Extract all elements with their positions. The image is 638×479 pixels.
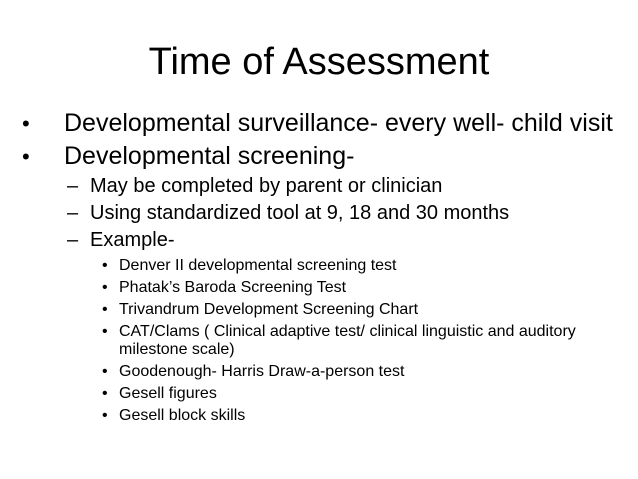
list-item: [22, 201, 622, 226]
list-item-text: Gesell figures: [119, 385, 217, 402]
list-item-text: CAT/Clams ( Clinical adaptive test/ clinical linguistic and auditory milestone scale): [119, 323, 576, 358]
list-item: [22, 110, 622, 137]
list-item-text: Using standardized tool at 9, 18 and 30 months: [90, 202, 510, 224]
list-item-text: Developmental screening-: [64, 142, 355, 170]
list-item-text: Denver II developmental screening test: [119, 257, 397, 274]
bullet-marker: •: [22, 111, 30, 136]
bullet-marker: •: [102, 323, 108, 340]
list-item-text: Goodenough- Harris Draw-a-person test: [119, 363, 405, 380]
list-item: [22, 363, 622, 381]
list-item: [22, 407, 622, 425]
list-item: [22, 257, 622, 275]
dash-marker: –: [67, 229, 79, 251]
list-item-text: Trivandrum Development Screening Chart: [119, 301, 419, 318]
list-item: [22, 301, 622, 319]
list-item: [22, 143, 622, 170]
list-item: [22, 228, 622, 253]
dash-marker: –: [67, 175, 79, 197]
dash-marker: –: [67, 202, 79, 224]
bullet-marker: •: [102, 279, 108, 296]
bullet-marker: •: [102, 385, 108, 402]
list-item-text: Gesell block skills: [119, 407, 246, 424]
bullet-marker: •: [102, 363, 108, 380]
list-item-text: May be completed by parent or clinician: [90, 175, 443, 197]
bullet-marker: •: [102, 301, 108, 318]
list-item-text: Example-: [90, 229, 175, 251]
bullet-list: [22, 110, 622, 425]
list-item-text: Developmental surveillance- every well- child visit: [64, 109, 613, 137]
bullet-marker: •: [22, 144, 30, 169]
list-item: [22, 385, 622, 403]
bullet-marker: •: [102, 257, 108, 274]
list-item: [22, 279, 622, 297]
bullet-marker: •: [102, 407, 108, 424]
list-item: [22, 174, 622, 199]
list-item: [22, 323, 622, 359]
list-item-text: Phatak’s Baroda Screening Test: [119, 279, 347, 296]
slide-title: Time of Assessment: [148, 41, 490, 83]
